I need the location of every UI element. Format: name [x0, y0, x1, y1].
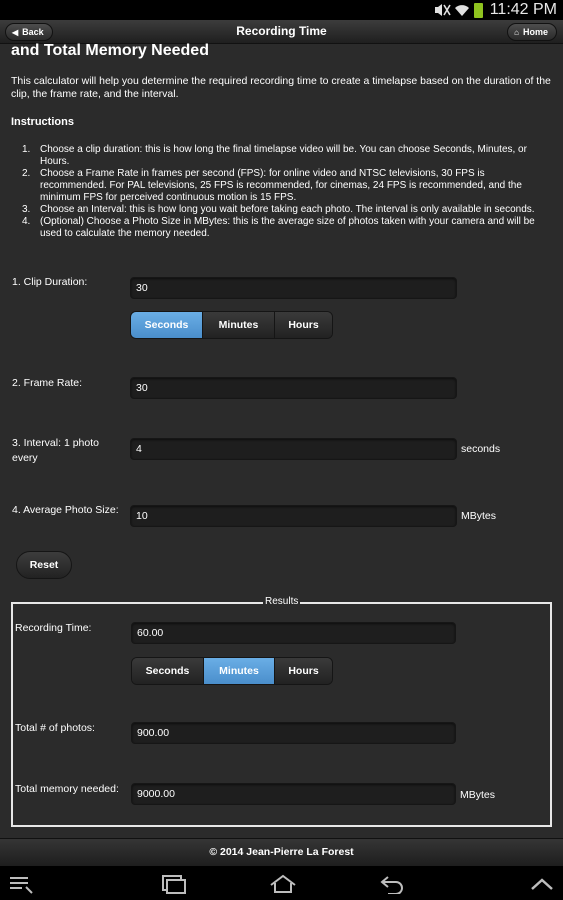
status-bar: [0, 0, 563, 20]
recording-time-label: Recording Time:: [15, 622, 92, 634]
instructions-title: Instructions: [11, 116, 74, 128]
clip-unit-seconds[interactable]: Seconds: [131, 312, 203, 338]
recording-time-unit-selector: [131, 657, 333, 685]
total-memory-label: Total memory needed:: [15, 783, 119, 795]
result-unit-hours[interactable]: Hours: [275, 658, 332, 684]
total-memory-output[interactable]: 9000.00: [131, 783, 456, 805]
total-memory-unit: MBytes: [460, 789, 496, 801]
header-bar: [0, 20, 563, 44]
back-label: Back: [22, 27, 44, 37]
clip-duration-label: 1. Clip Duration:: [12, 276, 88, 288]
home-nav-icon[interactable]: [268, 874, 298, 894]
results-legend: Results: [265, 596, 299, 607]
interval-input[interactable]: 4: [130, 438, 457, 460]
frame-rate-input[interactable]: 30: [130, 377, 457, 399]
section-heading: and Total Memory Needed: [11, 42, 209, 59]
clip-duration-unit-selector: [130, 311, 333, 339]
recent-apps-icon[interactable]: [160, 874, 186, 894]
result-unit-minutes[interactable]: Minutes: [204, 658, 275, 684]
footer-bar: [0, 838, 563, 866]
chevron-up-icon[interactable]: [528, 874, 556, 894]
reset-button[interactable]: Reset: [16, 551, 72, 579]
home-icon: ⌂: [514, 28, 519, 37]
copyright-text: © 2014 Jean-Pierre La Forest: [209, 846, 354, 858]
wifi-icon: [454, 2, 470, 18]
instruction-item: 4. (Optional) Choose a Photo Size in MBytes: this is the average size of photos taken with your camera and will be used to calculate the memory needed.: [22, 216, 535, 239]
clock: 11:42 PM: [489, 1, 557, 18]
intro-text: This calculator will help you determine the required recording time to create a timelapse based on the duration of the clip, the frame rate, and the interval.: [11, 75, 551, 100]
clip-unit-minutes[interactable]: Minutes: [203, 312, 275, 338]
clip-duration-input[interactable]: 30: [130, 277, 457, 299]
interval-unit: seconds: [461, 443, 501, 455]
arrow-left-icon: ◀: [12, 28, 19, 37]
photo-size-input[interactable]: 10: [130, 505, 457, 527]
instructions-list: [22, 144, 552, 240]
battery-icon: [474, 3, 483, 18]
home-button[interactable]: [507, 23, 557, 41]
recording-time-output[interactable]: 60.00: [131, 622, 456, 644]
interval-label: 3. Interval: 1 photo every: [12, 437, 99, 464]
result-unit-seconds[interactable]: Seconds: [132, 658, 204, 684]
total-photos-output[interactable]: 900.00: [131, 722, 456, 744]
photo-size-unit: MBytes: [461, 510, 497, 522]
back-nav-icon[interactable]: [378, 874, 406, 894]
page-title: Recording Time: [236, 24, 327, 38]
instruction-item: 2. Choose a Frame Rate in frames per second (FPS): for online video and NTSC televisions, 30 FPS is recommended. For PAL televisions, 25 FPS is recommended, for cinemas, 24 FPS is recommended, and the minimum FPS for perceived continuous motion is 15 FPS.: [22, 168, 522, 203]
total-photos-label: Total # of photos:: [15, 722, 95, 734]
menu-icon[interactable]: [8, 874, 34, 894]
instruction-item: 3. Choose an Interval: this is how long you wait before taking each photo. The interval is only available in seconds.: [22, 204, 535, 215]
photo-size-label: 4. Average Photo Size:: [12, 504, 119, 516]
frame-rate-label: 2. Frame Rate:: [12, 377, 83, 389]
system-nav-bar: [0, 866, 563, 900]
home-label: Home: [522, 27, 548, 37]
clip-unit-hours[interactable]: Hours: [275, 312, 332, 338]
instruction-item: 1. Choose a clip duration: this is how long the final timelapse video will be. You can choose Seconds, Minutes, or Hours.: [22, 144, 527, 167]
mute-icon: [433, 2, 451, 18]
